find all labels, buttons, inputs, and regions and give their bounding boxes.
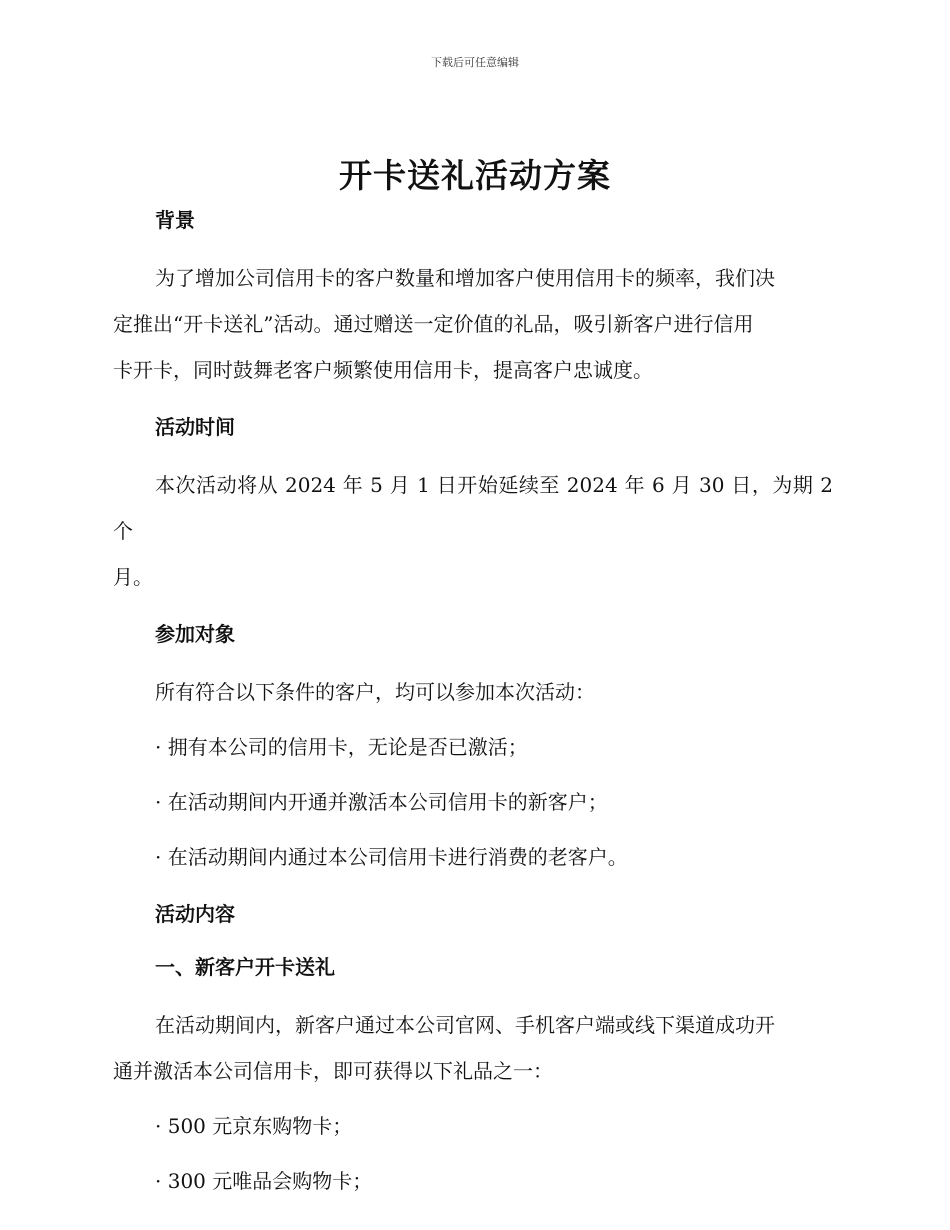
section-heading-background: 背景 [155, 208, 195, 232]
section-heading-targets: 参加对象 [155, 622, 235, 646]
target-list-item: · 拥有本公司的信用卡，无论是否已激活； [155, 735, 528, 759]
document-body [113, 202, 833, 1204]
target-list-item: · 在活动期间内通过本公司信用卡进行消费的老客户。 [155, 845, 628, 869]
gift-list-item: · 300 元唯品会购物卡； [155, 1169, 373, 1193]
document-title: 开卡送礼活动方案 [339, 156, 611, 195]
target-list-item: · 在活动期间内开通并激活本公司信用卡的新客户； [155, 790, 608, 814]
new-customer-line: 通并激活本公司信用卡，即可获得以下礼品之一： [113, 1059, 553, 1083]
section-heading-time: 活动时间 [155, 415, 235, 439]
targets-intro: 所有符合以下条件的客户，均可以参加本次活动： [155, 680, 595, 704]
section-heading-content: 活动内容 [155, 902, 235, 926]
background-line: 为了增加公司信用卡的客户数量和增加客户使用信用卡的频率，我们决 [155, 266, 775, 290]
gift-list-item: · 500 元京东购物卡； [155, 1114, 353, 1138]
background-line: 卡开卡，同时鼓舞老客户频繁使用信用卡，提高客户忠诚度。 [113, 358, 653, 382]
background-paragraph [113, 255, 833, 393]
time-paragraph [113, 462, 833, 600]
background-line: 定推出“开卡送礼”活动。通过赠送一定价值的礼品，吸引新客户进行信用 [113, 312, 754, 336]
new-customer-line: 在活动期间内，新客户通过本公司官网、手机客户端或线下渠道成功开 [155, 1013, 775, 1037]
header-note: 下载后可任意编辑 [431, 56, 519, 69]
time-line: 本次活动将从 2024 年 5 月 1 日开始延续至 2024 年 6 月 30 日，为期 2 个 [113, 473, 833, 543]
time-line: 月。 [113, 565, 153, 589]
new-customer-paragraph [113, 1002, 833, 1094]
sub-heading-new-customer: 一、新客户开卡送礼 [155, 955, 335, 979]
